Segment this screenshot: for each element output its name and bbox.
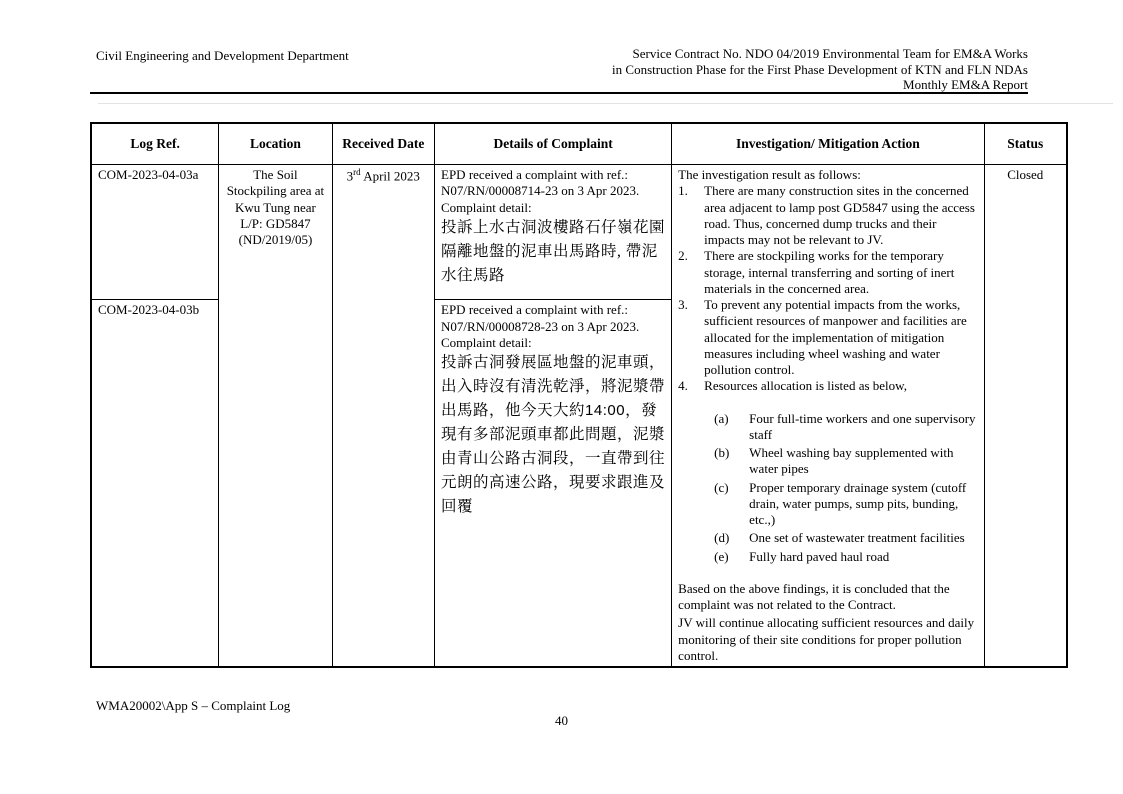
resource-a-text: Four full-time workers and one supervisory staff — [749, 410, 976, 442]
investigation-conclusion-2: JV will continue allocating sufficient resources and daily monitoring of their site conditions for proper pollution control. — [678, 615, 975, 663]
complaint-b-detail-label: Complaint detail: — [441, 334, 532, 350]
resource-e-text: Fully hard paved haul road — [749, 548, 890, 564]
header-right-line-2: in Construction Phase for the First Phase Development of KTN and FLN NDAs — [612, 61, 1028, 77]
column-header-details: Details of Complaint — [435, 123, 672, 165]
item-3-number: 3. — [678, 297, 688, 312]
investigation-item-2 — [678, 248, 977, 297]
item-3-text: To prevent any potential impacts from the works, sufficient resources of manpower and facilities are allocated for the implementation of mitigation measures including wheel washing and water pollution control. — [704, 297, 967, 377]
resource-b-text: Wheel washing bay supplemented with water pipes — [749, 445, 954, 477]
header-right-line-3: Monthly EM&A Report — [903, 77, 1028, 92]
complaint-b-time: 14:00 — [585, 402, 626, 420]
table-header-row — [91, 123, 1067, 165]
header-divider-line — [90, 92, 1028, 94]
column-header-investigation: Investigation/ Mitigation Action — [672, 123, 984, 165]
footer-document-reference: WMA20002\App S – Complaint Log — [96, 698, 291, 713]
complaint-a-intro: EPD received a complaint with ref.: N07/RN/00008714-23 on 3 Apr 2023. — [441, 167, 640, 199]
cell-details-b — [435, 300, 672, 667]
column-header-status: Status — [984, 123, 1067, 165]
received-date-day: 3 — [346, 168, 354, 184]
investigation-item-1 — [678, 183, 977, 248]
resource-item-c — [714, 480, 977, 529]
resource-item-b — [714, 445, 977, 478]
complaint-b-intro: EPD received a complaint with ref.: N07/RN/00008728-23 on 3 Apr 2023. — [441, 302, 640, 334]
investigation-item-4 — [678, 378, 977, 394]
resource-e-label: (e) — [714, 548, 729, 564]
cell-location: The Soil Stockpiling area at Kwu Tung near L/P: GD5847 (ND/2019/05) — [219, 165, 332, 668]
header-department: Civil Engineering and Development Department — [96, 48, 349, 63]
complaint-b-chinese-part-1: 投訴古洞發展區地盤的泥車頭，出入時沒有清洗乾淨，將泥漿帶出馬路，他今天大約 — [441, 354, 666, 420]
item-1-text: There are many construction sites in the concerned area adjacent to lamp post GD5847 using the access road. Thus, concerned dump trucks and their impacts may not be relevant to JV. — [704, 183, 975, 247]
investigation-intro: The investigation result as follows: — [678, 167, 861, 182]
item-4-text: Resources allocation is listed as below, — [704, 378, 907, 394]
header-divider-shadow — [98, 103, 1113, 104]
received-date-ordinal: rd — [353, 167, 361, 177]
cell-log-ref-b: COM-2023-04-03b — [91, 300, 219, 667]
cell-status: Closed — [984, 165, 1067, 668]
item-2-text: There are stockpiling works for the temporary storage, internal transferring and sorting of inert materials in the concerned area. — [704, 248, 955, 296]
cell-investigation — [672, 165, 984, 668]
resource-d-label: (d) — [714, 530, 730, 546]
item-4-number: 4. — [678, 378, 688, 394]
column-header-received-date: Received Date — [332, 123, 434, 165]
complaint-a-detail-chinese: 投訴上水古洞波樓路石仔嶺花園隔離地盤的泥車出馬路時, 帶泥水往馬路 — [441, 218, 666, 284]
complaint-log-table — [90, 122, 1068, 668]
resource-c-text: Proper temporary drainage system (cutoff drain, water pumps, sump pits, bunding, etc.,) — [749, 479, 967, 527]
item-2-number: 2. — [678, 248, 688, 264]
resource-item-e — [714, 549, 977, 565]
complaint-b-chinese-part-2: ，發現有多部泥頭車都此問題，泥漿由青山公路古洞段，一直帶到往元朗的高速公路，現要求跟進及回覆 — [441, 402, 666, 516]
resource-d-text: One set of wastewater treatment facilities — [749, 530, 965, 546]
received-date-rest: April 2023 — [360, 168, 420, 184]
complaint-a-detail-label: Complaint detail: — [441, 199, 532, 215]
investigation-item-3 — [678, 297, 977, 378]
cell-log-ref-a: COM-2023-04-03a — [91, 165, 219, 300]
item-1-number: 1. — [678, 183, 688, 199]
column-header-location: Location — [219, 123, 332, 165]
footer-page-number: 40 — [555, 713, 568, 728]
header-right-line-1: Service Contract No. NDO 04/2019 Environmental Team for EM&A Works — [632, 46, 1028, 61]
cell-received-date — [332, 165, 434, 668]
resource-a-label: (a) — [714, 410, 729, 426]
resource-b-label: (b) — [714, 445, 730, 460]
list-spacer — [678, 395, 977, 409]
table-row-complaint-a — [91, 165, 1067, 300]
cell-details-a — [435, 165, 672, 300]
complaint-b-detail-chinese — [441, 351, 665, 519]
resource-c-label: (c) — [714, 479, 729, 495]
page-header — [96, 46, 1028, 93]
resource-item-a — [714, 411, 977, 444]
investigation-conclusion-1: Based on the above findings, it is concluded that the complaint was not related to the Contract. — [678, 580, 950, 612]
resource-item-d — [714, 530, 977, 546]
column-header-log-ref: Log Ref. — [91, 123, 219, 165]
list-spacer — [678, 565, 977, 579]
